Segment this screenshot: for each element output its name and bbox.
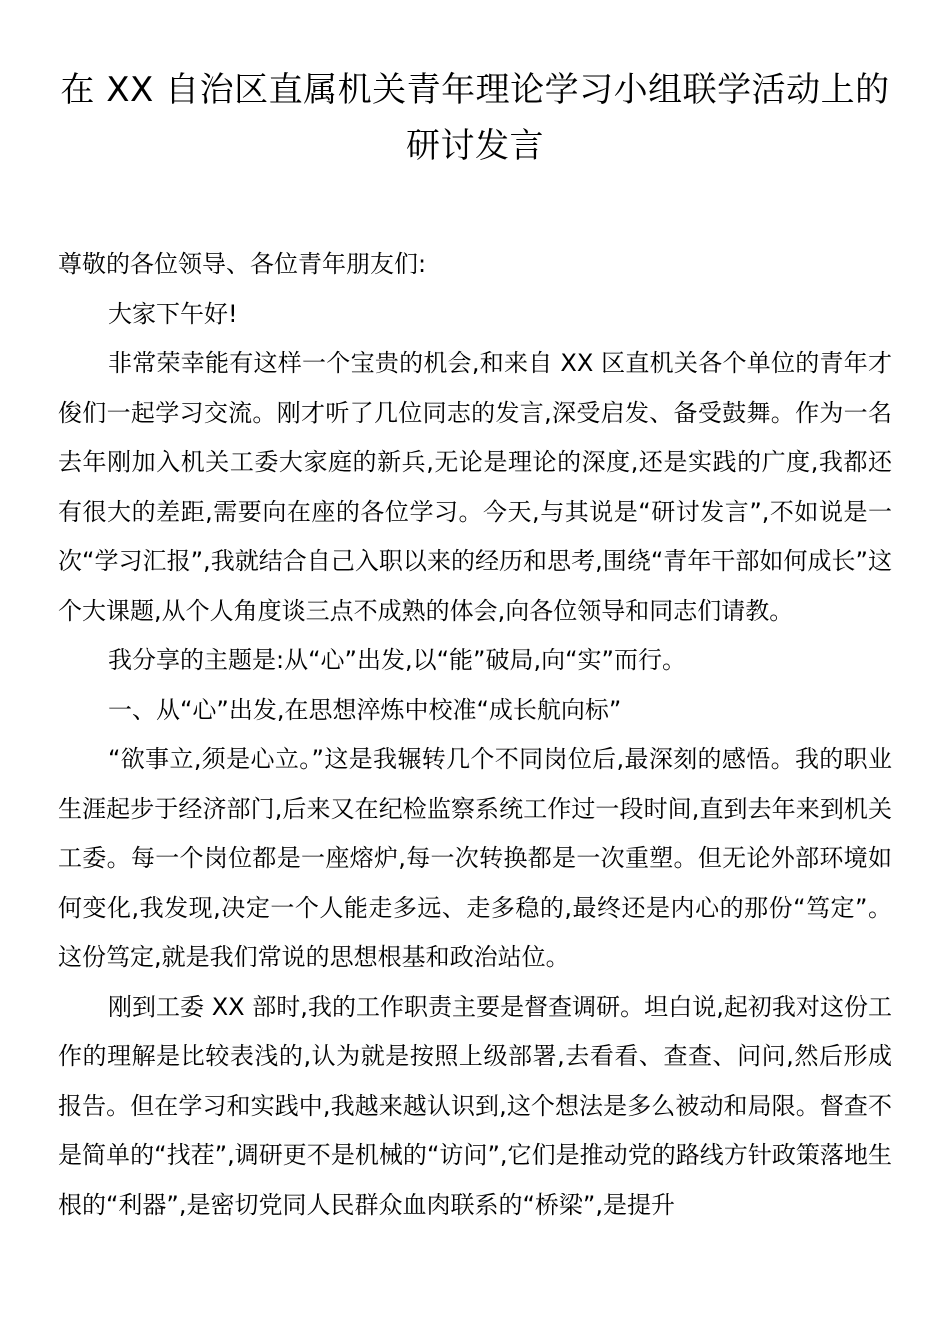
salutation: 尊敬的各位领导、各位青年朋友们: xyxy=(58,250,427,278)
paragraph-section-1-b: 刚到工委 XX 部时,我的工作职责主要是督查调研。坦白说,起初我对这份工作的理解是比较表浅的,认为就是按照上级部署,去看看、查查、问问,然后形成报告。但在学习和实践中,我越来越认识到,这个想法是多么被动和局限。督查不是简单的“找茬”,调研更不是机械的“访问”,它们是推动党的路线方针政策落地生根的“利器”,是密切党同人民群众血肉联系的“桥梁”,是提升 xyxy=(58,992,892,1219)
paragraph-greeting: 大家下午好! xyxy=(108,299,238,328)
document-body xyxy=(58,240,892,1230)
section-heading-1: 一、从“心”出发,在思想淬炼中校准“成长航向标” xyxy=(108,695,622,724)
paragraph-intro: 非常荣幸能有这样一个宝贵的机会,和来自 XX 区直机关各个单位的青年才俊们一起学习交流。刚才听了几位同志的发言,深受启发、备受鼓舞。作为一名去年刚加入机关工委大家庭的新兵,无论是理论的深度,还是实践的广度,我都还有很大的差距,需要向在座的各位学习。今天,与其说是“研讨发言”,不如说是一次“学习汇报”,我就结合自己入职以来的经历和思考,围绕“青年干部如何成长”这个大课题,从个人角度谈三点不成熟的体会,向各位领导和同志们请教。 xyxy=(58,349,892,625)
title-line-1: 在 XX 自治区直属机关青年理论学习小组联学活动上的 xyxy=(60,70,890,110)
document-title xyxy=(58,62,892,174)
title-line-2: 研讨发言 xyxy=(406,126,544,166)
paragraph-section-1-a: “欲事立,须是心立。”这是我辗转几个不同岗位后,最深刻的感悟。我的职业生涯起步于经济部门,后来又在纪检监察系统工作过一段时间,直到去年来到机关工委。每一个岗位都是一座熔炉,每一次转换都是一次重塑。但无论外部环境如何变化,我发现,决定一个人能走多远、走多稳的,最终还是内心的那份“笃定”。这份笃定,就是我们常说的思想根基和政治站位。 xyxy=(58,745,892,971)
paragraph-theme: 我分享的主题是:从“心”出发,以“能”破局,向“实”而行。 xyxy=(108,646,686,674)
